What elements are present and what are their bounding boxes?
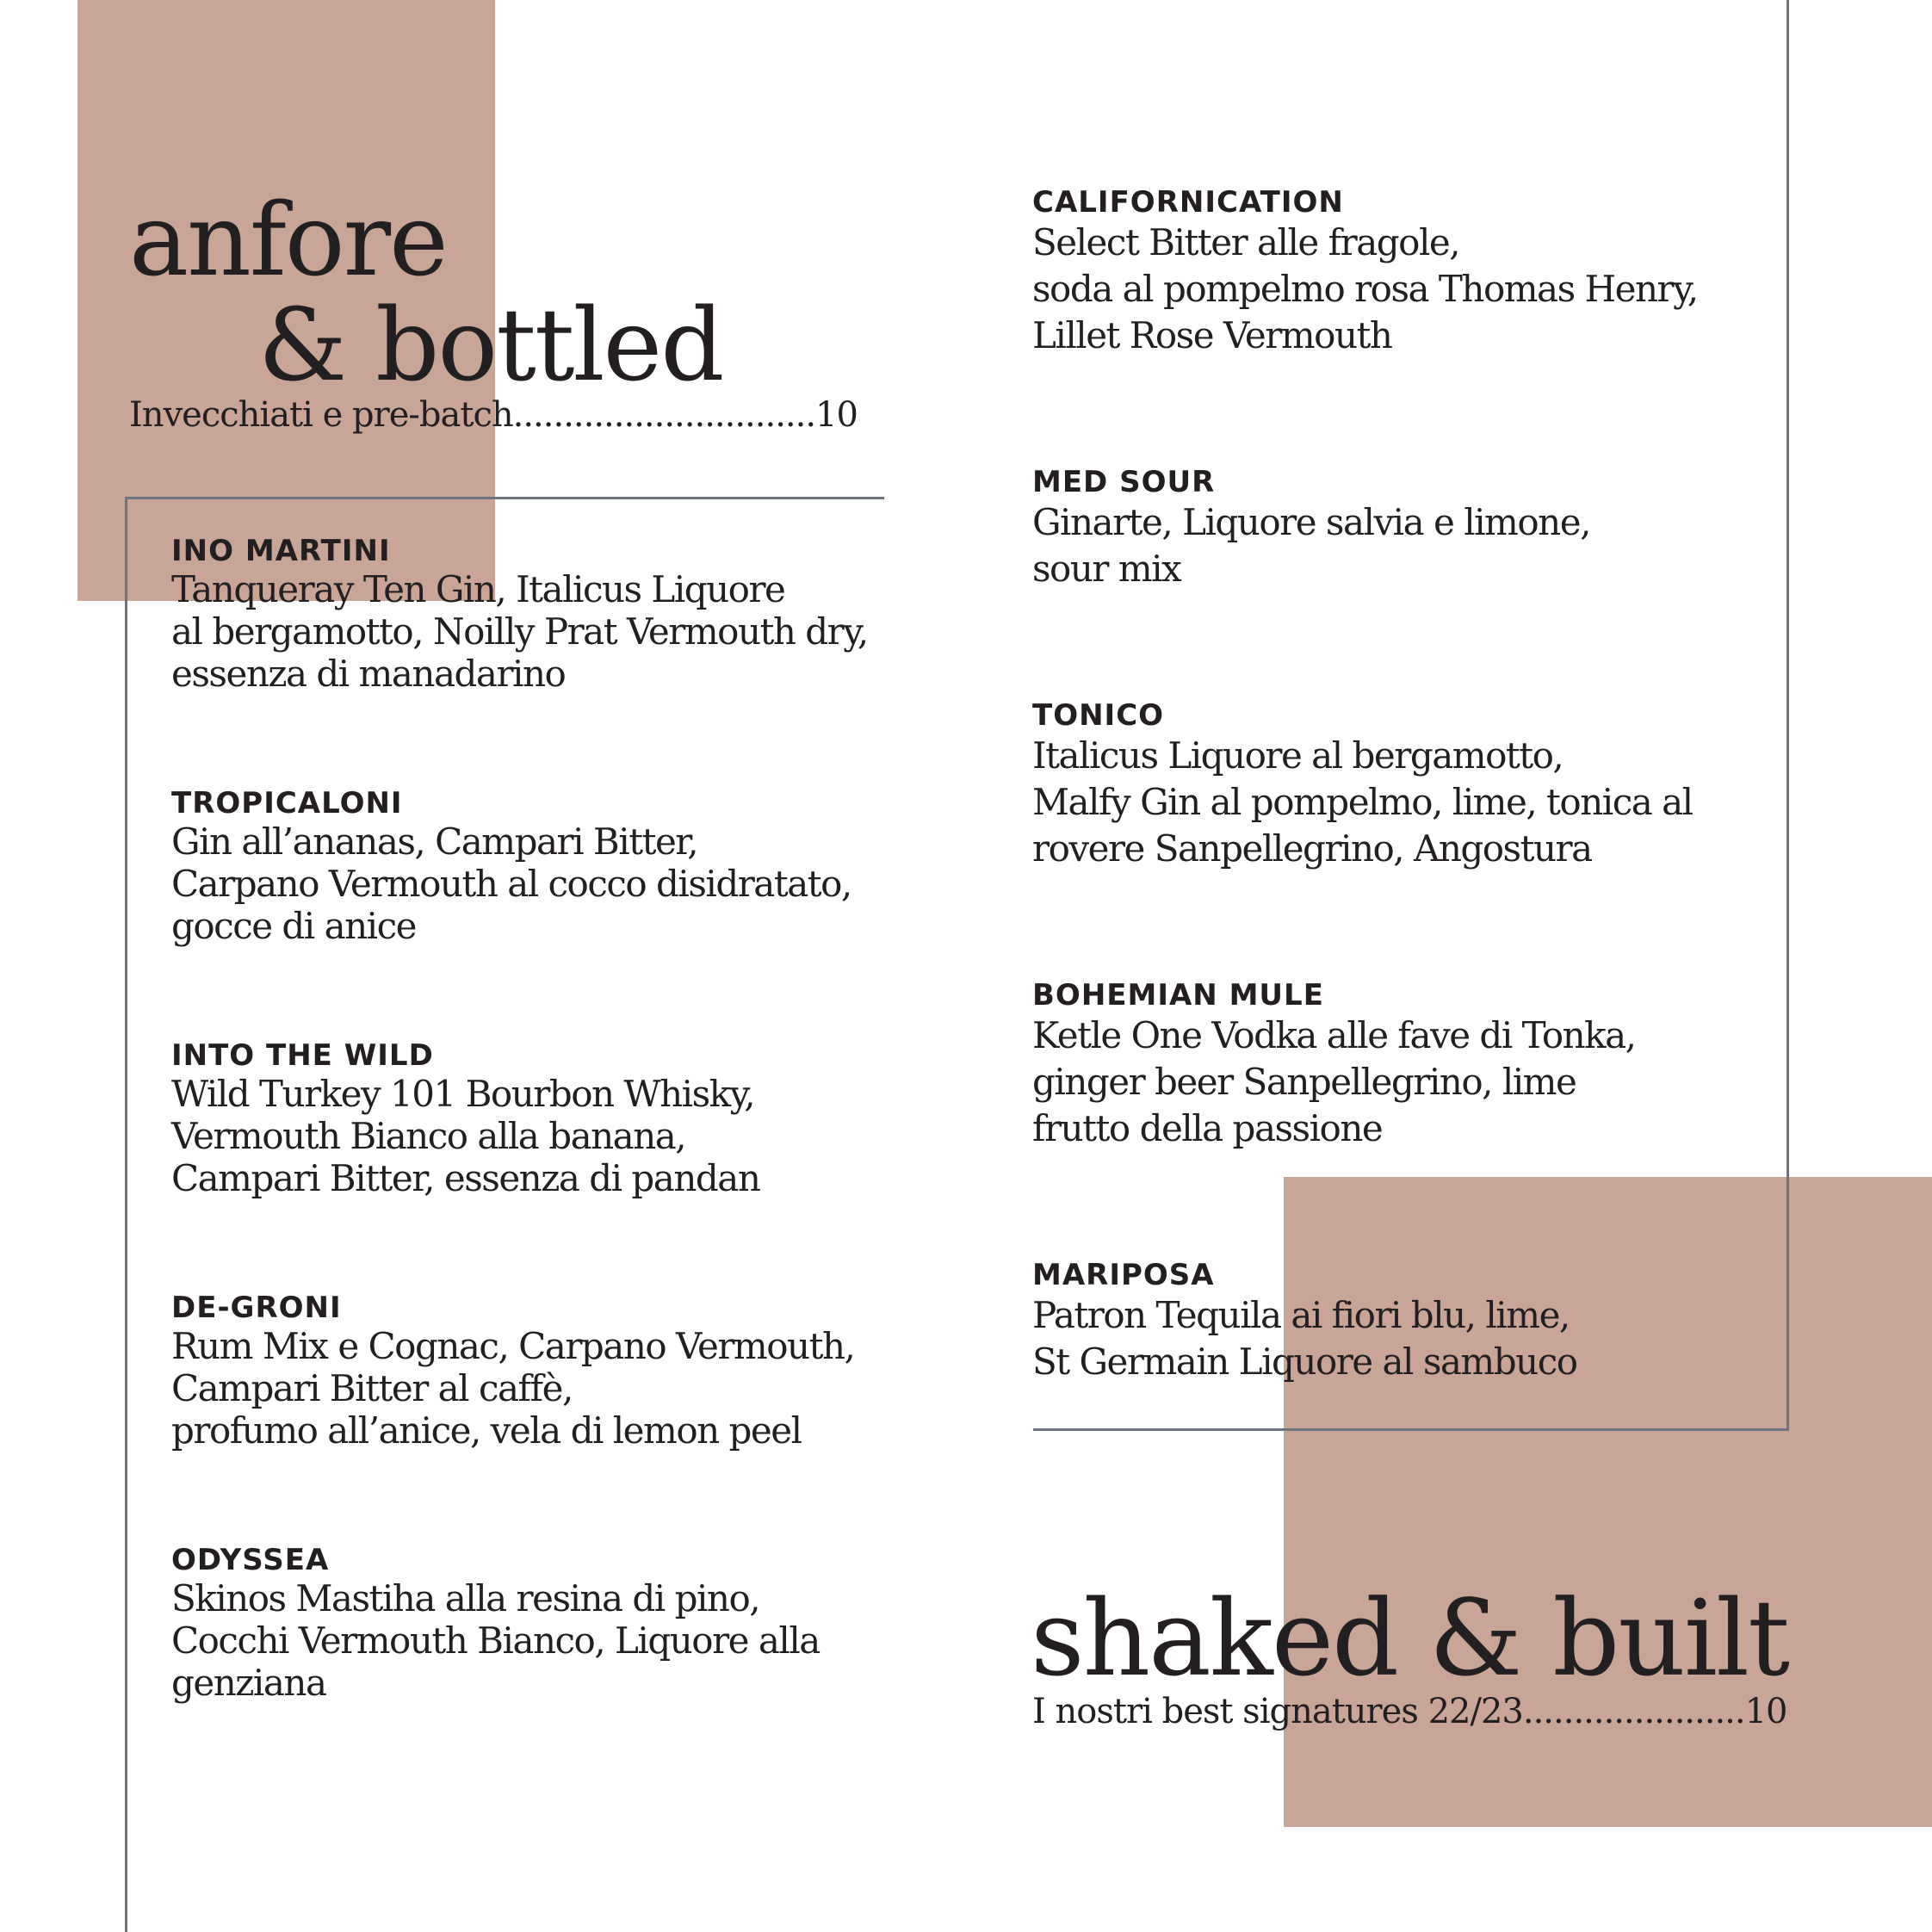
menu-item-description xyxy=(171,568,868,695)
menu-item-line: Malfy Gin al pompelmo, lime, tonica al xyxy=(1032,781,1693,823)
menu-item-description xyxy=(1032,733,1693,872)
menu-item-name: MED SOUR xyxy=(1032,465,1216,499)
section-title-shaked-built: shaked & built xyxy=(1031,1577,1789,1700)
menu-item-line: gocce di anice xyxy=(171,905,416,947)
left-frame-side-rule xyxy=(125,497,127,1932)
menu-item-description xyxy=(171,820,851,947)
menu-item-line: Select Bitter alle fragole, xyxy=(1032,221,1460,263)
menu-item-description xyxy=(1032,499,1590,592)
menu-item-description xyxy=(171,1577,820,1704)
menu-item-line: Italicus Liquore al bergamotto, xyxy=(1032,734,1564,777)
menu-item-line: Vermouth Bianco alla banana, xyxy=(171,1115,686,1157)
menu-item xyxy=(1032,465,1590,592)
menu-item-line: Campari Bitter al caffè, xyxy=(171,1367,573,1409)
menu-item xyxy=(171,1291,854,1452)
menu-item-line: profumo all’anice, vela di lemon peel xyxy=(171,1409,802,1452)
menu-item xyxy=(1032,1258,1577,1385)
right-frame-side-rule xyxy=(1786,0,1789,1431)
menu-item-line: Campari Bitter, essenza di pandan xyxy=(171,1157,760,1199)
menu-item xyxy=(171,1038,759,1199)
menu-item-name: DE-GRONI xyxy=(171,1291,342,1325)
menu-item-name: TONICO xyxy=(1032,698,1165,733)
menu-item-line: rovere Sanpellegrino, Angostura xyxy=(1032,827,1592,870)
menu-item-line: St Germain Liquore al sambuco xyxy=(1032,1341,1577,1383)
menu-item-line: Cocchi Vermouth Bianco, Liquore alla xyxy=(171,1619,820,1662)
menu-item-name: INTO THE WILD xyxy=(171,1038,434,1073)
menu-item-line: Wild Turkey 101 Bourbon Whisky, xyxy=(171,1073,755,1115)
menu-item-name: BOHEMIAN MULE xyxy=(1032,978,1324,1012)
menu-item-line: Rum Mix e Cognac, Carpano Vermouth, xyxy=(171,1325,855,1367)
section-subtitle-bottom: I nostri best signatures 22/23......................10 xyxy=(1032,1692,1787,1731)
menu-item-description xyxy=(171,1325,854,1452)
menu-item-description xyxy=(1032,1292,1577,1385)
menu-item-line: ginger beer Sanpellegrino, lime xyxy=(1032,1061,1576,1103)
menu-item-line: frutto della passione xyxy=(1032,1107,1383,1149)
menu-item-line: Ketle One Vodka alle fave di Tonka, xyxy=(1032,1014,1636,1056)
menu-item-name: TROPICALONI xyxy=(171,786,403,820)
menu-item-line: soda al pompelmo rosa Thomas Henry, xyxy=(1032,268,1698,310)
section-title-anfore: anfore xyxy=(129,183,447,299)
menu-item-name: INO MARTINI xyxy=(171,534,391,568)
menu-item xyxy=(171,1543,820,1704)
section-title-bottled: & bottled xyxy=(258,288,723,404)
menu-item-line: Ginarte, Liquore salvia e limone, xyxy=(1032,501,1590,543)
menu-item xyxy=(1032,185,1698,359)
left-frame-top-rule xyxy=(125,497,884,499)
menu-item-line: Carpano Vermouth al cocco disidratato, xyxy=(171,863,851,905)
menu-item-description xyxy=(171,1073,759,1199)
menu-item-name: ODYSSEA xyxy=(171,1543,330,1577)
menu-item-line: Tanqueray Ten Gin, Italicus Liquore xyxy=(171,568,785,610)
menu-item-line: Skinos Mastiha alla resina di pino, xyxy=(171,1577,760,1619)
menu-item-line: al bergamotto, Noilly Prat Vermouth dry, xyxy=(171,610,868,653)
menu-item-name: MARIPOSA xyxy=(1032,1258,1215,1292)
menu-item xyxy=(1032,698,1693,872)
menu-item xyxy=(171,534,868,695)
menu-item-line: Patron Tequila ai fiori blu, lime, xyxy=(1032,1294,1570,1336)
menu-item xyxy=(1032,978,1636,1152)
menu-item xyxy=(171,786,851,947)
menu-item-description xyxy=(1032,220,1698,359)
menu-item-line: Gin all’ananas, Campari Bitter, xyxy=(171,820,698,863)
menu-item-name: CALIFORNICATION xyxy=(1032,185,1344,220)
right-frame-bottom-rule xyxy=(1033,1428,1789,1431)
menu-item-line: sour mix xyxy=(1032,548,1181,590)
menu-item-line: Lillet Rose Vermouth xyxy=(1032,314,1392,356)
menu-item-description xyxy=(1032,1012,1636,1152)
menu-item-line: genziana xyxy=(171,1662,326,1704)
section-subtitle-top: Invecchiati e pre-batch..............................10 xyxy=(129,395,858,435)
menu-item-line: essenza di manadarino xyxy=(171,653,566,695)
